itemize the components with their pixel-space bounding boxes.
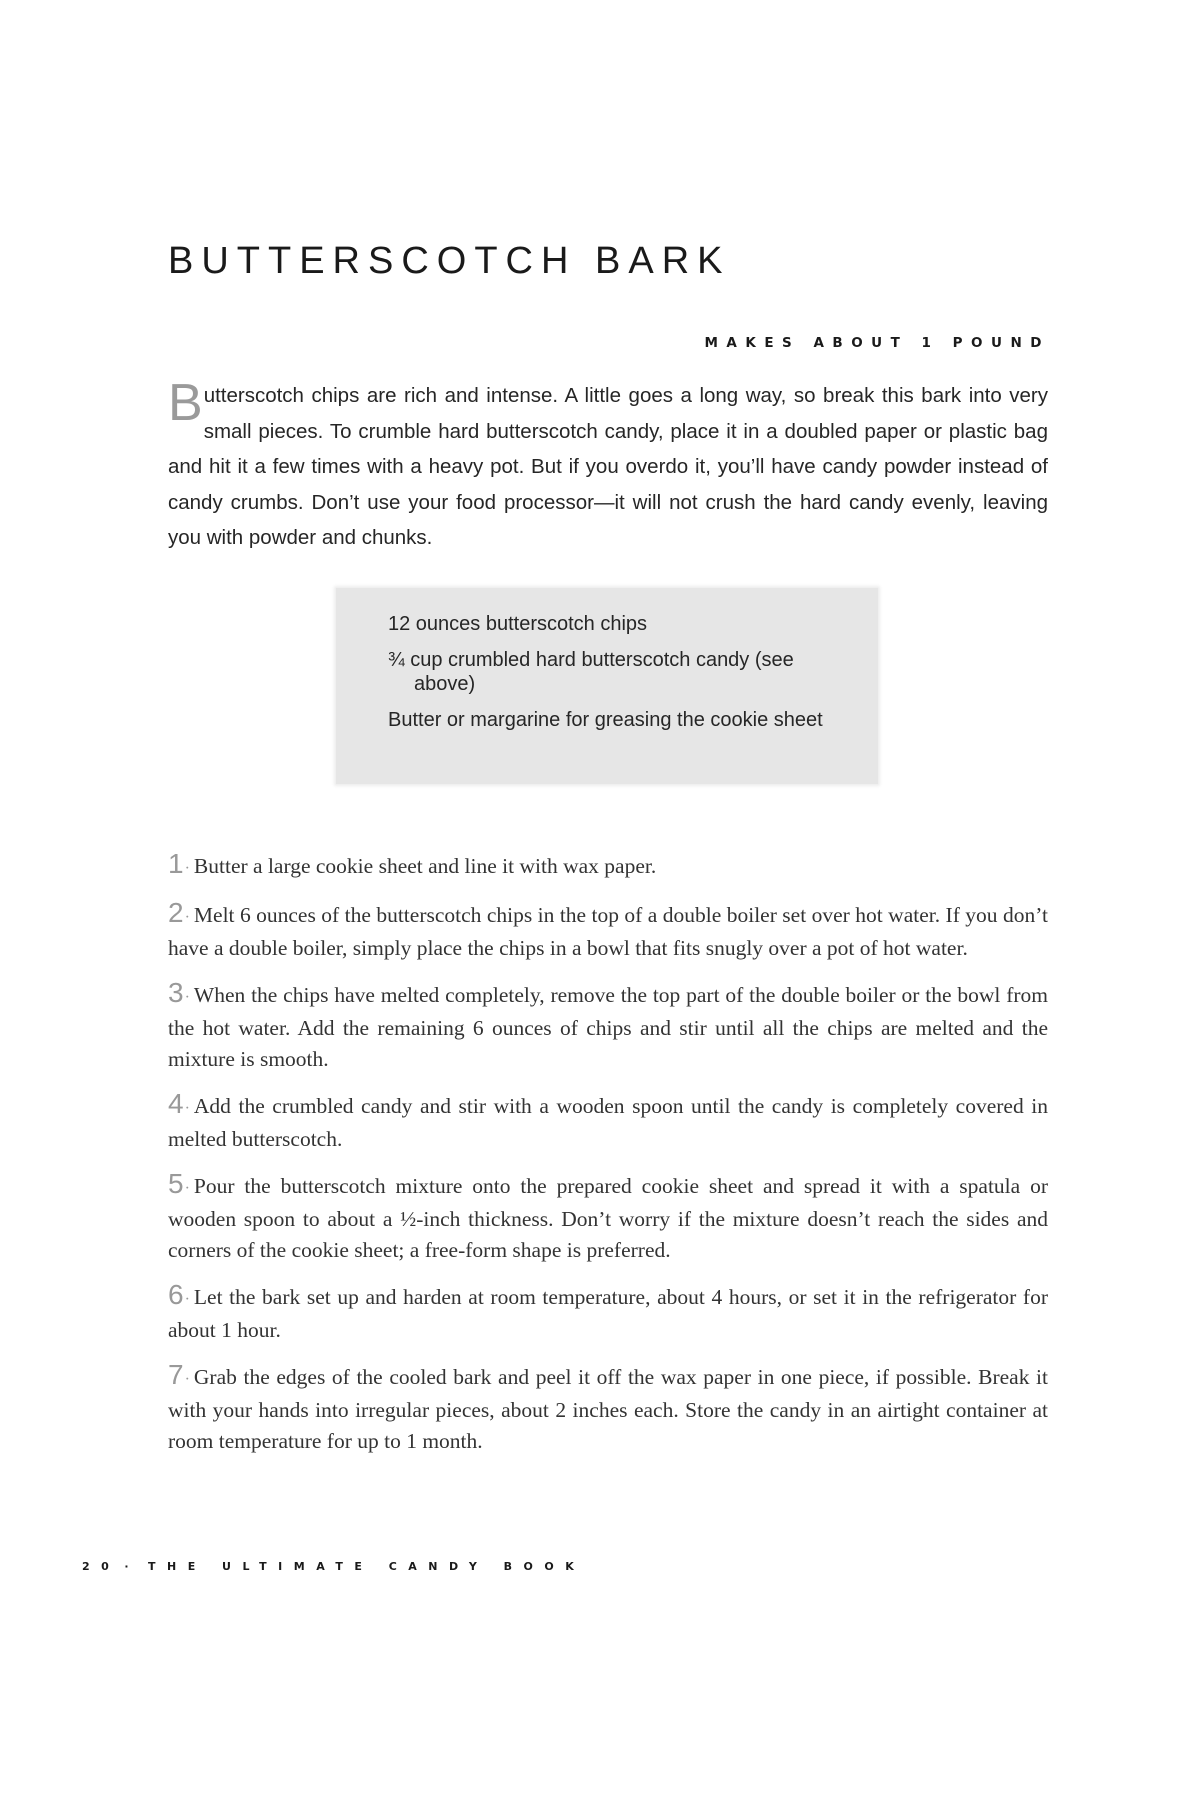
- recipe-title: BUTTERSCOTCH BARK: [168, 240, 731, 282]
- step-separator: ·: [184, 860, 190, 877]
- recipe-yield: MAKES ABOUT 1 POUND: [704, 335, 1050, 351]
- recipe-intro: [168, 374, 1048, 556]
- ingredient-item: Butter or margarine for greasing the cookie sheet: [388, 709, 823, 731]
- step-number: 2: [168, 897, 184, 928]
- ingredient-item: 12 ounces butterscotch chips: [388, 613, 648, 635]
- step-number: 5: [168, 1168, 184, 1199]
- recipe-step: [168, 1168, 1048, 1266]
- step-number: 4: [168, 1088, 184, 1119]
- recipe-step: [168, 977, 1048, 1075]
- step-number: 6: [168, 1279, 184, 1310]
- step-text: When the chips have melted completely, remove the top part of the double boiler or the bowl from the hot water. Add the remaining 6 ounces of chips and stir until all the chips are melted and the mixture is smooth.: [168, 983, 1048, 1071]
- step-separator: ·: [184, 1100, 190, 1117]
- step-separator: ·: [184, 909, 190, 926]
- step-number: 3: [168, 977, 184, 1008]
- recipe-step: [168, 1279, 1048, 1346]
- recipe-step: [168, 848, 1048, 884]
- step-text: Add the crumbled candy and stir with a wooden spoon until the candy is completely covered in melted butterscotch.: [168, 1094, 1048, 1151]
- step-separator: ·: [184, 1291, 190, 1308]
- page-footer: [82, 1560, 585, 1573]
- step-separator: ·: [184, 1371, 190, 1388]
- step-text: Grab the edges of the cooled bark and peel it off the wax paper in one piece, if possible. Break it with your hands into irregular pieces, about 2 inches each. Store the candy in an airtight container at room temperature for up to 1 month.: [168, 1365, 1048, 1453]
- intro-text: utterscotch chips are rich and intense. A little goes a long way, so break this bark into very small pieces. To crumble hard butterscotch candy, place it in a doubled paper or plastic bag and hit it a few times with a heavy pot. But if you overdo it, you’ll have candy powder instead of candy crumbs. Don’t use your food processor—it will not crush the hard candy evenly, leaving you with powder and chunks.: [168, 384, 1048, 549]
- recipe-step: [168, 1088, 1048, 1155]
- recipe-steps: [168, 848, 1048, 1470]
- recipe-step: [168, 1359, 1048, 1457]
- ingredient-item: ¾ cup crumbled hard butterscotch candy (see above): [388, 649, 794, 695]
- step-number: 1: [168, 848, 184, 879]
- footer-separator: ·: [124, 1560, 140, 1573]
- step-text: Butter a large cookie sheet and line it with wax paper.: [193, 854, 657, 878]
- step-text: Let the bark set up and harden at room temperature, about 4 hours, or set it in the refrigerator for about 1 hour.: [168, 1285, 1048, 1342]
- ingredients-box: [336, 588, 878, 784]
- intro-drop-cap: B: [168, 374, 203, 432]
- book-title: THE ULTIMATE CANDY BOOK: [148, 1560, 586, 1573]
- step-separator: ·: [184, 1180, 190, 1197]
- step-text: Melt 6 ounces of the butterscotch chips in the top of a double boiler set over hot water. If you don’t have a double boiler, simply place the chips in a bowl that fits snugly over a pot of hot water.: [168, 903, 1048, 960]
- page-number: 20: [82, 1560, 121, 1573]
- step-text: Pour the butterscotch mixture onto the prepared cookie sheet and spread it with a spatula or wooden spoon to about a ½-inch thickness. Don’t worry if the mixture doesn’t reach the sides and corners of the cookie sheet; a free-form shape is preferred.: [168, 1174, 1048, 1262]
- recipe-step: [168, 897, 1048, 964]
- step-separator: ·: [184, 989, 190, 1006]
- step-number: 7: [168, 1359, 184, 1390]
